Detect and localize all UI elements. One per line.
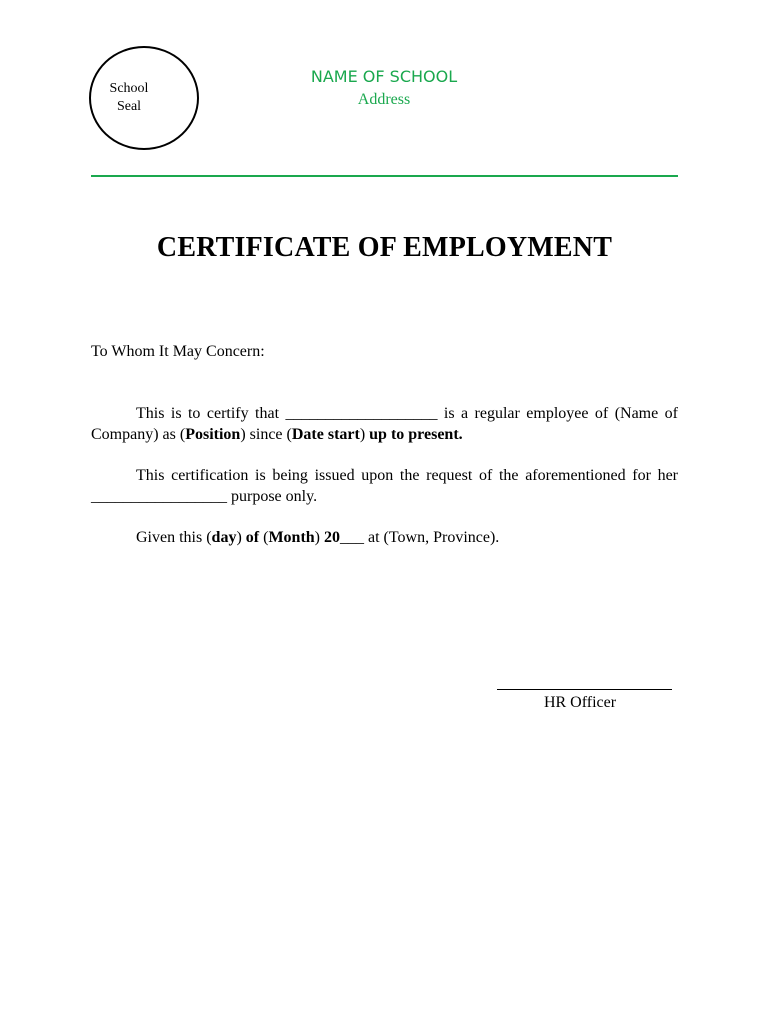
para3-text-1: Given this (: [136, 529, 212, 546]
employee-name-blank: ___________________: [285, 405, 438, 422]
date-start-placeholder: Date start: [291, 426, 360, 443]
school-seal-label: [107, 80, 151, 116]
para3-text-4: ): [314, 529, 324, 546]
salutation: To Whom It May Concern:: [91, 343, 265, 360]
para3-text-2: ): [236, 529, 246, 546]
para1-text-2: is a regular employee of (Name of Company) as (: [91, 405, 678, 443]
signatory-title: HR Officer: [543, 694, 617, 711]
paragraph-certify: [91, 403, 678, 445]
school-name: NAME OF SCHOOL: [310, 67, 458, 86]
para1-text-4: ): [359, 426, 370, 443]
month-placeholder: Month: [268, 529, 315, 546]
up-to-present: up to present.: [369, 426, 463, 443]
signature-line: [497, 689, 672, 690]
para3-text-3: (: [259, 529, 269, 546]
document-title: CERTIFICATE OF EMPLOYMENT: [156, 232, 613, 263]
seal-line1: School: [109, 81, 149, 96]
position-placeholder: Position: [185, 426, 241, 443]
year-blank: ___: [340, 529, 364, 546]
header-divider: [91, 175, 678, 177]
of-word: of: [245, 529, 260, 546]
day-placeholder: day: [211, 529, 237, 546]
purpose-blank: _________________: [91, 488, 227, 505]
para2-text-2: purpose only.: [227, 488, 318, 505]
seal-line2: Seal: [116, 99, 142, 114]
paragraph-given: [91, 527, 678, 548]
school-address: Address: [357, 91, 411, 108]
para3-text-5: at (Town, Province).: [364, 529, 500, 546]
para1-text-1: This is to certify that: [136, 405, 286, 422]
para1-text-3: ) since (: [240, 426, 292, 443]
paragraph-request: [91, 465, 678, 507]
para2-text-1: This certification is being issued upon the request of the aforementioned for her: [136, 467, 678, 484]
year-prefix: 20: [324, 529, 340, 546]
